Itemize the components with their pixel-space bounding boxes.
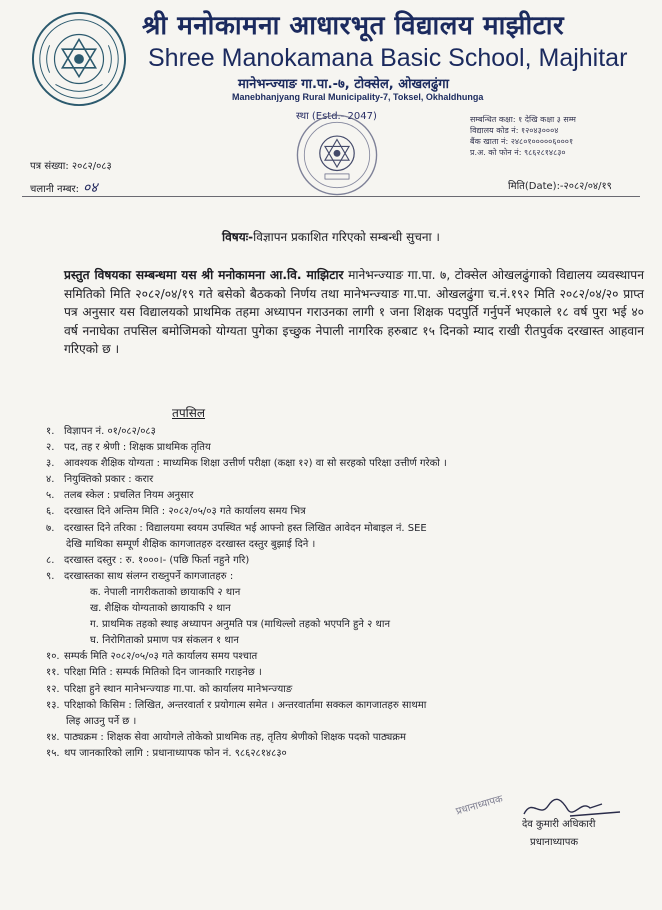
signer-name: देव कुमारी अधिकारी [522,819,596,830]
list-item [46,553,646,569]
list-item [46,456,646,472]
list-item-text: विज्ञापन नं. ०१/०८२/०८३ [64,426,156,437]
info-line: बैंक खाता नं: २४८०१०००००६०००१ [470,137,574,146]
list-item-number: १०. [46,651,60,663]
list-item [46,730,646,746]
list-item-text: दरखास्तका साथ संलग्न राख्नुपर्ने कागजातहरु : [64,570,234,582]
list-item-text: घ. निरोगिताको प्रमाण पत्र संकलन १ थान [90,635,239,647]
list-item [46,714,646,730]
info-line: प्र.अ. को फोन नं: ९८६२८१४८३० [470,148,566,157]
list-item-text: देखि माथिका सम्पूर्ण शैक्षिक कागजातहरु दरखास्त दस्तुर बुझाई दिने । [66,538,316,550]
dispatch-label: चलानी नम्बर: [30,184,80,195]
list-item [46,665,646,681]
list-sub-item [46,617,646,633]
reference-number: पत्र संख्या: २०८२/०८३ [30,161,112,172]
list-item [46,440,646,456]
list-item [46,472,646,488]
list-item-text: परिक्षा हुने स्थान मानेभन्ज्याङ गा.पा. को कार्यालय मानेभन्ज्याङ [64,683,293,695]
list-item-text: ख. शैक्षिक योग्यताको छायाकपि २ थान [90,603,231,615]
list-item [46,682,646,698]
body-rest: मानेभन्ज्याङ गा.पा. ७, टोक्सेल ओखलढुंगाको विद्यालय व्यवस्थापन समितिको मिति २०८२/०४/१९ गते बसेको बैठकको निर्णय तथा मानेभन्ज्याङ गा.पा. ओखलढुंगा च.नं.१९२ मिति २०८२/०४/२० प्राप्त पत्र अनुसार यस विद्यालयको प्राथमिक तहमा अध्यापन गराउनका लागी १ जना शिक्षक पदपुर्ति गर्नुपर्ने भएकाले १८ वर्ष पुरा भई ४० वर्ष ननाघेका तपसिल बमोजिमको योग्यता पुगेका इच्छुक नेपाली नागरिक हरुबाट १५ दिनको म्याद राखी रीतपुर्वक दरखास्त आहवान गरिएको छ । [64,268,644,357]
school-name-english: Shree Manokamana Basic School, Majhitar [148,44,628,72]
dispatch-value: ०४ [83,180,98,196]
list-item-text: लिइ आउनु पर्ने छ । [66,715,137,727]
address-nepali: मानेभन्ज्याङ गा.पा.-७, टोक्सेल, ओखलढुंगा [238,77,449,92]
list-item [46,537,646,553]
list-item-number: ९. [46,570,55,582]
list-sub-item [46,601,646,617]
dispatch-number [30,178,98,197]
list-item-number: ६. [46,506,55,518]
list-item-text: थप जानकारिको लागि : प्रधानाध्यापक फोन नं. ९८६२८१४८३० [64,747,287,759]
list-item-number: १२. [46,683,60,695]
list-item [46,698,646,714]
body-lead: प्रस्तुत विषयका सम्बन्धमा यस श्री मनोकामना आ.वि. माझिटार [64,268,344,282]
list-item [46,649,646,665]
list-item [46,569,646,585]
list-item-number: २. [46,442,55,454]
list-item-text: नियुक्तिको प्रकार : करार [64,474,154,486]
letter-date: मिति(Date):-२०८२/०४/१९ [508,181,612,192]
list-item-text: पाठ्यक्रम : शिक्षक सेवा आयोगले तोकेको प्राथमिक तह, तृतिय श्रेणीको शिक्षक पदको पाठ्यक्रम [64,731,406,743]
signer-title: प्रधानाध्यापक [530,837,579,848]
list-item-text: क. नेपाली नागरीकताको छायाकपि २ थान [90,586,241,598]
list-item-number: ८. [46,554,55,566]
info-line: विद्यालय कोड नं: १२०४३०००४ [470,126,559,135]
list-item-number: १. [46,426,55,437]
school-logo-icon [30,10,128,108]
school-info-block [470,114,650,158]
school-stamp-icon [294,112,380,198]
list-item [46,424,646,440]
list-item-number: ३. [46,458,55,470]
list-sub-item [46,585,646,601]
list-item [46,488,646,504]
subject-text: विज्ञापन प्रकाशित गरिएको सम्बन्धी सुचना । [253,230,440,244]
header-divider [22,196,640,197]
list-item-text: परिक्षाको किसिम : लिखित, अन्तरवार्ता र प्रयोगात्म समेत । अन्तरवार्तामा सक्कल कागजातहरु साथमा [64,699,427,711]
address-english: Manebhanjyang Rural Municipality-7, Toksel, Okhaldhunga [232,92,484,102]
info-line: सम्बन्धित कक्षा: १ देखि कक्षा ३ सम्म [470,115,576,124]
list-item-number: ११. [46,667,60,679]
signature-stamp: प्रधानाध्यापक [454,793,505,818]
list-item-number: १५. [46,747,60,759]
list-item-number: १४. [46,731,60,743]
list-sub-item [46,633,646,649]
list-item-text: परिक्षा मिति : सम्पर्क मितिको दिन जानकारि गराइनेछ । [64,667,262,679]
list-item-text: पद, तह र श्रेणी : शिक्षक प्राथमिक तृतिय [64,442,211,454]
details-heading: तपसिल [172,406,206,420]
established-year: स्था (Estd.- 2047) [296,111,377,122]
list-item-text: दरखास्त दिने तरिका : विद्यालयमा स्वयम उपस्थित भई आफ्नो हस्त लिखित आवेदन मोबाइल नं. SEE [64,522,427,534]
list-item-text: ग. प्राथमिक तहको स्थाइ अध्यापन अनुमति पत्र (माथिल्लो तहको भएपनि हुने २ थान [90,619,390,631]
list-item-text: आवश्यक शैक्षिक योग्यता : माध्यमिक शिक्षा उत्तीर्ण परीक्षा (कक्षा १२) वा सो सरहको परिक्षा उत्तीर्ण गरेको । [64,458,447,470]
list-item-text: दरखास्त दिने अन्तिम मिति : २०८२/०५/०३ गते कार्यालय समय भित्र [64,506,306,518]
list-item [46,504,646,520]
list-item-number: ५. [46,490,55,502]
list-item-text: दरखास्त दस्तुर : रु. १०००।- (पछि फिर्ता नहुने गरि) [64,554,250,566]
list-item-number: ४. [46,474,55,486]
list-item [46,521,646,537]
list-item-text: तलब स्केल : प्रचलित नियम अनुसार [64,490,194,502]
list-item-text: सम्पर्क मिति २०८२/०५/०३ गते कार्यालय समय पश्चात [64,651,258,663]
subject-line [0,228,662,245]
list-item-number: १३. [46,699,60,711]
details-list [46,424,646,762]
list-item [46,746,646,762]
list-item-number: ७. [46,522,55,534]
subject-label: विषयः- [222,230,254,244]
notice-body [64,266,644,359]
school-name-nepali: श्री मनोकामना आधारभूत विद्यालय माझीटार [142,11,565,41]
